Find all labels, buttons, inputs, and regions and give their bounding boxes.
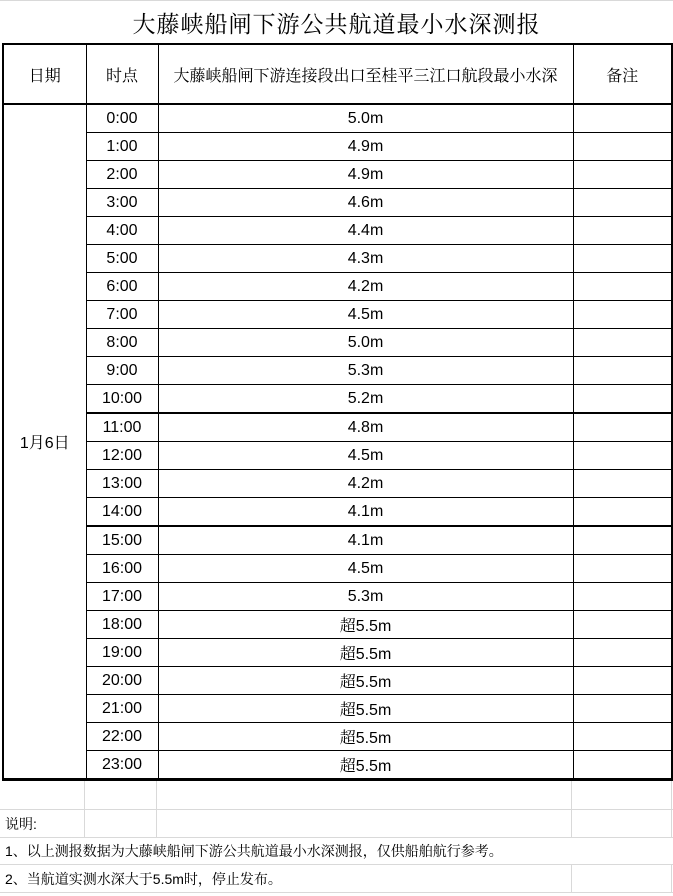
table-row [3, 161, 672, 189]
time-cell: 14:00 [86, 498, 158, 527]
note-row-1 [0, 838, 673, 865]
time-cell: 1:00 [86, 133, 158, 161]
time-cell: 20:00 [86, 667, 158, 695]
depth-cell: 4.5m [158, 301, 573, 329]
depth-cell: 4.4m [158, 217, 573, 245]
table-row [3, 667, 672, 695]
time-cell: 4:00 [86, 217, 158, 245]
time-cell: 22:00 [86, 723, 158, 751]
depth-cell: 5.0m [158, 329, 573, 357]
table-row [3, 329, 672, 357]
depth-cell: 4.8m [158, 413, 573, 442]
table-row [3, 498, 672, 527]
time-cell: 0:00 [86, 104, 158, 133]
time-cell: 11:00 [86, 413, 158, 442]
time-cell: 7:00 [86, 301, 158, 329]
time-cell: 8:00 [86, 329, 158, 357]
remark-cell [573, 273, 672, 301]
header-remark: 备注 [573, 44, 672, 104]
remark-cell [573, 583, 672, 611]
depth-cell: 超5.5m [158, 723, 573, 751]
note-item-2: 2、当航道实测水深大于5.5m时，停止发布。 [5, 870, 282, 887]
table-row [3, 104, 672, 133]
table-row [3, 611, 672, 639]
table-row [3, 695, 672, 723]
header-depth: 大藤峡船闸下游连接段出口至桂平三江口航段最小水深 [158, 44, 573, 104]
remark-cell [573, 385, 672, 414]
remark-cell [573, 639, 672, 667]
depth-cell: 5.3m [158, 583, 573, 611]
table-row [3, 273, 672, 301]
table-row [3, 751, 672, 780]
depth-cell: 4.2m [158, 273, 573, 301]
table-row [3, 723, 672, 751]
time-cell: 19:00 [86, 639, 158, 667]
depth-cell: 超5.5m [158, 695, 573, 723]
depth-cell: 4.1m [158, 498, 573, 527]
time-cell: 5:00 [86, 245, 158, 273]
depth-cell: 超5.5m [158, 751, 573, 780]
note-row-2 [0, 865, 673, 893]
remark-cell [573, 498, 672, 527]
depth-cell: 4.5m [158, 555, 573, 583]
depth-cell: 4.3m [158, 245, 573, 273]
depth-cell: 4.6m [158, 189, 573, 217]
date-cell: 1月6日 [3, 104, 86, 780]
table-row [3, 639, 672, 667]
note-item-1: 1、以上测报数据为大藤峡船闸下游公共航道最小水深测报，仅供船舶航行参考。 [5, 843, 503, 859]
table-row [3, 583, 672, 611]
time-cell: 6:00 [86, 273, 158, 301]
remark-cell [573, 611, 672, 639]
header-date: 日期 [3, 44, 86, 104]
depth-cell: 4.1m [158, 526, 573, 555]
depth-cell: 5.3m [158, 357, 573, 385]
time-cell: 9:00 [86, 357, 158, 385]
remark-cell [573, 667, 672, 695]
depth-cell: 超5.5m [158, 639, 573, 667]
table-row [3, 189, 672, 217]
table-row [3, 217, 672, 245]
time-cell: 16:00 [86, 555, 158, 583]
table-row [3, 357, 672, 385]
depth-cell: 5.2m [158, 385, 573, 414]
remark-cell [573, 723, 672, 751]
remark-cell [573, 189, 672, 217]
depth-cell: 5.0m [158, 104, 573, 133]
remark-cell [573, 413, 672, 442]
time-cell: 2:00 [86, 161, 158, 189]
table-row [3, 470, 672, 498]
time-cell: 23:00 [86, 751, 158, 780]
remark-cell [573, 217, 672, 245]
time-cell: 3:00 [86, 189, 158, 217]
header-row [3, 44, 672, 104]
header-time: 时点 [86, 44, 158, 104]
table-row [3, 385, 672, 414]
remark-cell [573, 555, 672, 583]
depth-cell: 4.9m [158, 133, 573, 161]
notes-label-row [0, 810, 673, 838]
remark-cell [573, 357, 672, 385]
page-title: 大藤峡船闸下游公共航道最小水深测报 [132, 10, 541, 37]
remark-cell [573, 245, 672, 273]
remark-cell [573, 301, 672, 329]
notes-label: 说明: [5, 815, 37, 832]
remark-cell [573, 161, 672, 189]
notes-section [0, 781, 673, 893]
time-cell: 17:00 [86, 583, 158, 611]
table-row [3, 555, 672, 583]
depth-cell: 超5.5m [158, 611, 573, 639]
table-row [3, 133, 672, 161]
remark-cell [573, 442, 672, 470]
table-row [3, 301, 672, 329]
depth-cell: 超5.5m [158, 667, 573, 695]
remark-cell [573, 133, 672, 161]
time-cell: 13:00 [86, 470, 158, 498]
depth-table [2, 43, 673, 781]
depth-cell: 4.5m [158, 442, 573, 470]
remark-cell [573, 526, 672, 555]
time-cell: 12:00 [86, 442, 158, 470]
table-row [3, 413, 672, 442]
time-cell: 10:00 [86, 385, 158, 414]
remark-cell [573, 695, 672, 723]
time-cell: 21:00 [86, 695, 158, 723]
time-cell: 15:00 [86, 526, 158, 555]
table-row [3, 526, 672, 555]
depth-cell: 4.2m [158, 470, 573, 498]
table-row [3, 442, 672, 470]
depth-table-body [3, 104, 672, 780]
remark-cell [573, 470, 672, 498]
blank-row [0, 781, 673, 810]
time-cell: 18:00 [86, 611, 158, 639]
remark-cell [573, 751, 672, 780]
remark-cell [573, 104, 672, 133]
table-row [3, 245, 672, 273]
remark-cell [573, 329, 672, 357]
depth-cell: 4.9m [158, 161, 573, 189]
